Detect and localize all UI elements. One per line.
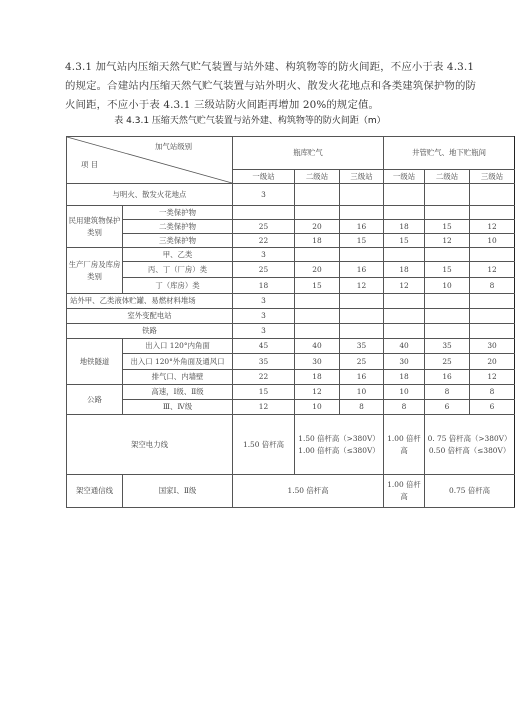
group-label-road: 公路: [67, 385, 123, 415]
corner-item: 项 目: [81, 160, 99, 169]
group-header-well: 井管贮气、地下贮瓶间: [384, 137, 515, 170]
cell: 35: [425, 339, 470, 354]
level-header: 三级站: [470, 170, 515, 184]
cell: 15: [425, 220, 470, 234]
row-label: 站外甲、乙类液体贮罐、易燃材料堆场: [67, 294, 233, 309]
cell: 1.50 倍杆高: [233, 415, 295, 475]
cell: 8: [340, 400, 384, 415]
cell: 18: [384, 370, 425, 385]
cell: 15: [425, 262, 470, 278]
cell: 3: [233, 184, 295, 206]
cell: 35: [233, 354, 295, 370]
cell: 1.50 倍杆高: [233, 475, 384, 508]
cell: 25: [340, 354, 384, 370]
cell: 12: [340, 278, 384, 294]
cell: 16: [340, 262, 384, 278]
cell: 25: [233, 262, 295, 278]
cell: 1.00 倍杆高: [384, 415, 425, 475]
level-header: 二级站: [295, 170, 340, 184]
sub-label: 出入口 120°外角面及通风口: [123, 354, 233, 370]
group-label-civil: 民用建筑物保护类别: [67, 206, 123, 248]
level-header: 一级站: [384, 170, 425, 184]
cell: 45: [233, 339, 295, 354]
cell: 10: [470, 234, 515, 248]
cell: 35: [340, 339, 384, 354]
cell: 18: [295, 234, 340, 248]
group-label-metro: 地铁隧道: [67, 339, 123, 385]
cell: 40: [295, 339, 340, 354]
cell: 22: [233, 370, 295, 385]
sub-label: 排气口、内墙壁: [123, 370, 233, 385]
cell: 30: [384, 354, 425, 370]
cell: 1.00 倍杆高: [384, 475, 425, 508]
cell: 8: [425, 385, 470, 400]
cell-line: 1.50 倍杆高（>380V）: [298, 433, 380, 443]
cell: 18: [233, 278, 295, 294]
cell: 8: [470, 385, 515, 400]
cell: 12: [425, 234, 470, 248]
row-label: 室外变配电站: [67, 309, 233, 324]
cell: 6: [425, 400, 470, 415]
cell: 30: [470, 339, 515, 354]
sub-label: 高速，Ⅰ级、Ⅱ级: [123, 385, 233, 400]
cell: [295, 415, 384, 475]
cell: 12: [470, 370, 515, 385]
sub-label: 丙、丁（厂房）类: [123, 262, 233, 278]
cell-line: 1.00 倍杆高（≤380V）: [298, 445, 380, 455]
cell: 12: [233, 400, 295, 415]
cell: 20: [295, 262, 340, 278]
cell: 12: [470, 220, 515, 234]
paragraph-line: 的规定。合建站内压缩天然气贮气装置与站外明火、散发火花地点和各类建筑保护物的防: [65, 80, 477, 92]
row-label: 铁路: [67, 324, 233, 339]
cell: 8: [470, 278, 515, 294]
cell: 3: [233, 324, 295, 339]
cell: 16: [340, 370, 384, 385]
sub-label: 丁（库房）类: [123, 278, 233, 294]
row-label: 架空电力线: [67, 415, 233, 475]
cell: 18: [384, 220, 425, 234]
cell: 15: [233, 385, 295, 400]
cell: 3: [233, 248, 295, 262]
table-corner-cell: [67, 137, 233, 184]
table-caption: 表 4.3.1 压缩天然气贮气装置与站外建、构筑物等的防火间距（m）: [114, 116, 386, 126]
cell: 16: [340, 220, 384, 234]
cell: 15: [340, 234, 384, 248]
cell: 15: [295, 278, 340, 294]
row-label: 架空通信线: [67, 475, 123, 508]
sub-label: 二类保护物: [123, 220, 233, 234]
cell: 3: [233, 309, 295, 324]
cell: 0.75 倍杆高: [425, 475, 515, 508]
cell: 3: [233, 294, 295, 309]
cell: 16: [425, 370, 470, 385]
cell: 30: [295, 354, 340, 370]
paragraph-line: 火间距，不应小于表 4.3.1 三级站防火间距再增加 20%的规定值。: [65, 99, 380, 111]
corner-station-level: 加气站级别: [155, 142, 192, 151]
level-header: 三级站: [340, 170, 384, 184]
group-label-plant: 生产厂房及库房类别: [67, 248, 123, 294]
paragraph-line: 4.3.1 加气站内压缩天然气贮气装置与站外建、构筑物等的防火间距，不应小于表 4.3.1: [65, 61, 475, 73]
fire-distance-table: [66, 136, 515, 508]
cell: 12: [470, 262, 515, 278]
cell: 10: [295, 400, 340, 415]
cell: 40: [384, 339, 425, 354]
cell: 18: [295, 370, 340, 385]
sub-label: 甲、乙类: [123, 248, 233, 262]
sub-label: 一类保护物: [123, 206, 233, 220]
cell: 10: [425, 278, 470, 294]
cell: 22: [233, 234, 295, 248]
cell: 15: [384, 234, 425, 248]
level-header: 一级站: [233, 170, 295, 184]
cell: 6: [470, 400, 515, 415]
sub-label: 出入口 120°内角面: [123, 339, 233, 354]
cell: 25: [425, 354, 470, 370]
paragraph-4-3-1: [65, 58, 477, 115]
cell: 10: [340, 385, 384, 400]
cell: 20: [295, 220, 340, 234]
cell: 25: [233, 220, 295, 234]
cell: 8: [384, 400, 425, 415]
cell: 10: [384, 385, 425, 400]
sub-label: 三类保护物: [123, 234, 233, 248]
sub-label: Ⅲ、Ⅳ级: [123, 400, 233, 415]
cell: 12: [384, 278, 425, 294]
cell: 0. 75 倍杆高（>380V）0.50 倍杆高（≤380V）: [425, 415, 515, 475]
cell: 12: [295, 385, 340, 400]
level-header: 二级站: [425, 170, 470, 184]
row-label: 与明火、散发火花地点: [67, 184, 233, 206]
sub-label: 国家Ⅰ、Ⅱ级: [123, 475, 233, 508]
group-header-bottle: 瓶库贮气: [233, 137, 384, 170]
cell: 20: [470, 354, 515, 370]
cell: 18: [384, 262, 425, 278]
